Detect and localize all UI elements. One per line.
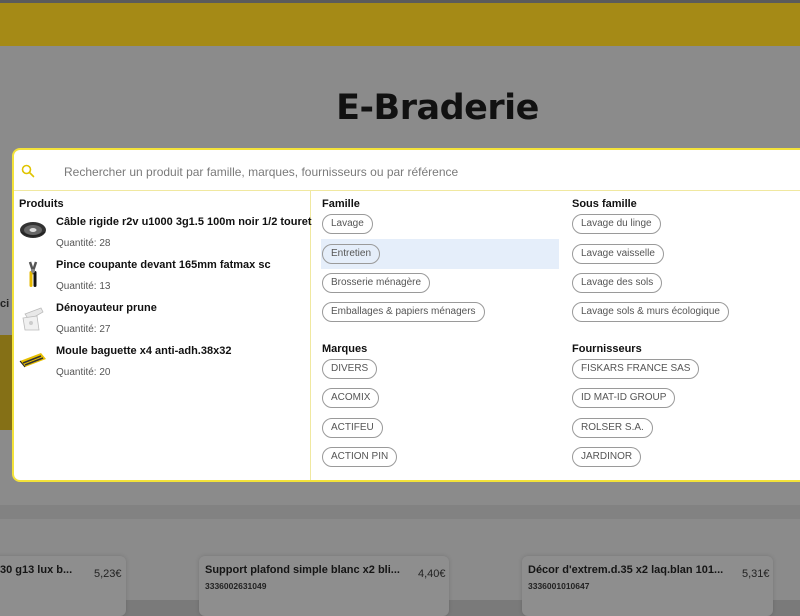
marque-chip[interactable]: ACTION PIN [322, 447, 397, 467]
product-result[interactable] [19, 345, 309, 388]
card-title: Support plafond simple blanc x2 bli... [205, 564, 400, 576]
pliers-icon [19, 261, 47, 289]
marques-title: Marques [322, 343, 368, 355]
product-name: Dénoyauteur prune [56, 302, 157, 314]
product-name: Câble rigide r2v u1000 3g1.5 100m noir 1/2 touret [56, 216, 312, 228]
product-card[interactable] [199, 556, 449, 616]
card-ref: 3336002631049 [205, 581, 267, 591]
fournisseur-chip[interactable]: ROLSER S.A. [572, 418, 653, 438]
fournisseur-chip[interactable]: JARDINOR [572, 447, 641, 467]
cable-reel-icon [19, 218, 47, 246]
famille-title: Famille [322, 198, 360, 210]
baguette-mold-icon [19, 347, 47, 375]
product-name: Moule baguette x4 anti-adh.38x32 [56, 345, 232, 357]
side-cutoff-text: ci [0, 298, 10, 310]
sous-famille-chip[interactable]: Lavage des sols [572, 273, 662, 293]
page-title: E-Braderie [336, 88, 539, 128]
column-divider [310, 191, 311, 480]
marque-chip[interactable]: ACTIFEU [322, 418, 383, 438]
card-price: 5,23€ [94, 568, 122, 580]
product-quantity: Quantité: 13 [56, 281, 111, 292]
card-title: 30 g13 lux b... [0, 564, 73, 576]
marque-chip[interactable]: ACOMIX [322, 388, 379, 408]
famille-chip-active[interactable]: Entretien [322, 244, 380, 264]
product-card[interactable] [522, 556, 773, 616]
product-result[interactable] [19, 259, 309, 302]
famille-chip[interactable]: Emballages & papiers ménagers [322, 302, 485, 322]
sous-famille-chip[interactable]: Lavage vaisselle [572, 244, 664, 264]
products-title: Produits [19, 198, 64, 210]
card-title: Décor d'extrem.d.35 x2 laq.blan 101... [528, 564, 724, 576]
sous-famille-chip[interactable]: Lavage sols & murs écologique [572, 302, 729, 322]
famille-chip[interactable]: Lavage [322, 214, 373, 234]
product-quantity: Quantité: 28 [56, 238, 111, 249]
card-price: 5,31€ [742, 568, 770, 580]
product-result[interactable] [19, 216, 312, 259]
search-dropdown [12, 148, 800, 482]
sous-famille-chip[interactable]: Lavage du linge [572, 214, 661, 234]
product-card[interactable] [0, 556, 126, 616]
section-band [0, 505, 800, 519]
header-banner [0, 3, 800, 46]
sous-famille-title: Sous famille [572, 198, 637, 210]
search-icon [21, 164, 35, 178]
product-result[interactable] [19, 302, 309, 345]
fournisseur-chip[interactable]: ID MAT-ID GROUP [572, 388, 675, 408]
product-quantity: Quantité: 20 [56, 367, 111, 378]
pitter-icon [19, 304, 47, 332]
card-ref: 3336001010647 [528, 581, 590, 591]
product-name: Pince coupante devant 165mm fatmax sc [56, 259, 271, 271]
fournisseur-chip[interactable]: FISKARS FRANCE SAS [572, 359, 699, 379]
fournisseurs-title: Fournisseurs [572, 343, 642, 355]
card-price: 4,40€ [418, 568, 446, 580]
famille-chip[interactable]: Brosserie ménagère [322, 273, 430, 293]
marque-chip[interactable]: DIVERS [322, 359, 377, 379]
search-input[interactable] [64, 161, 764, 183]
product-quantity: Quantité: 27 [56, 324, 111, 335]
search-bar [14, 150, 800, 191]
